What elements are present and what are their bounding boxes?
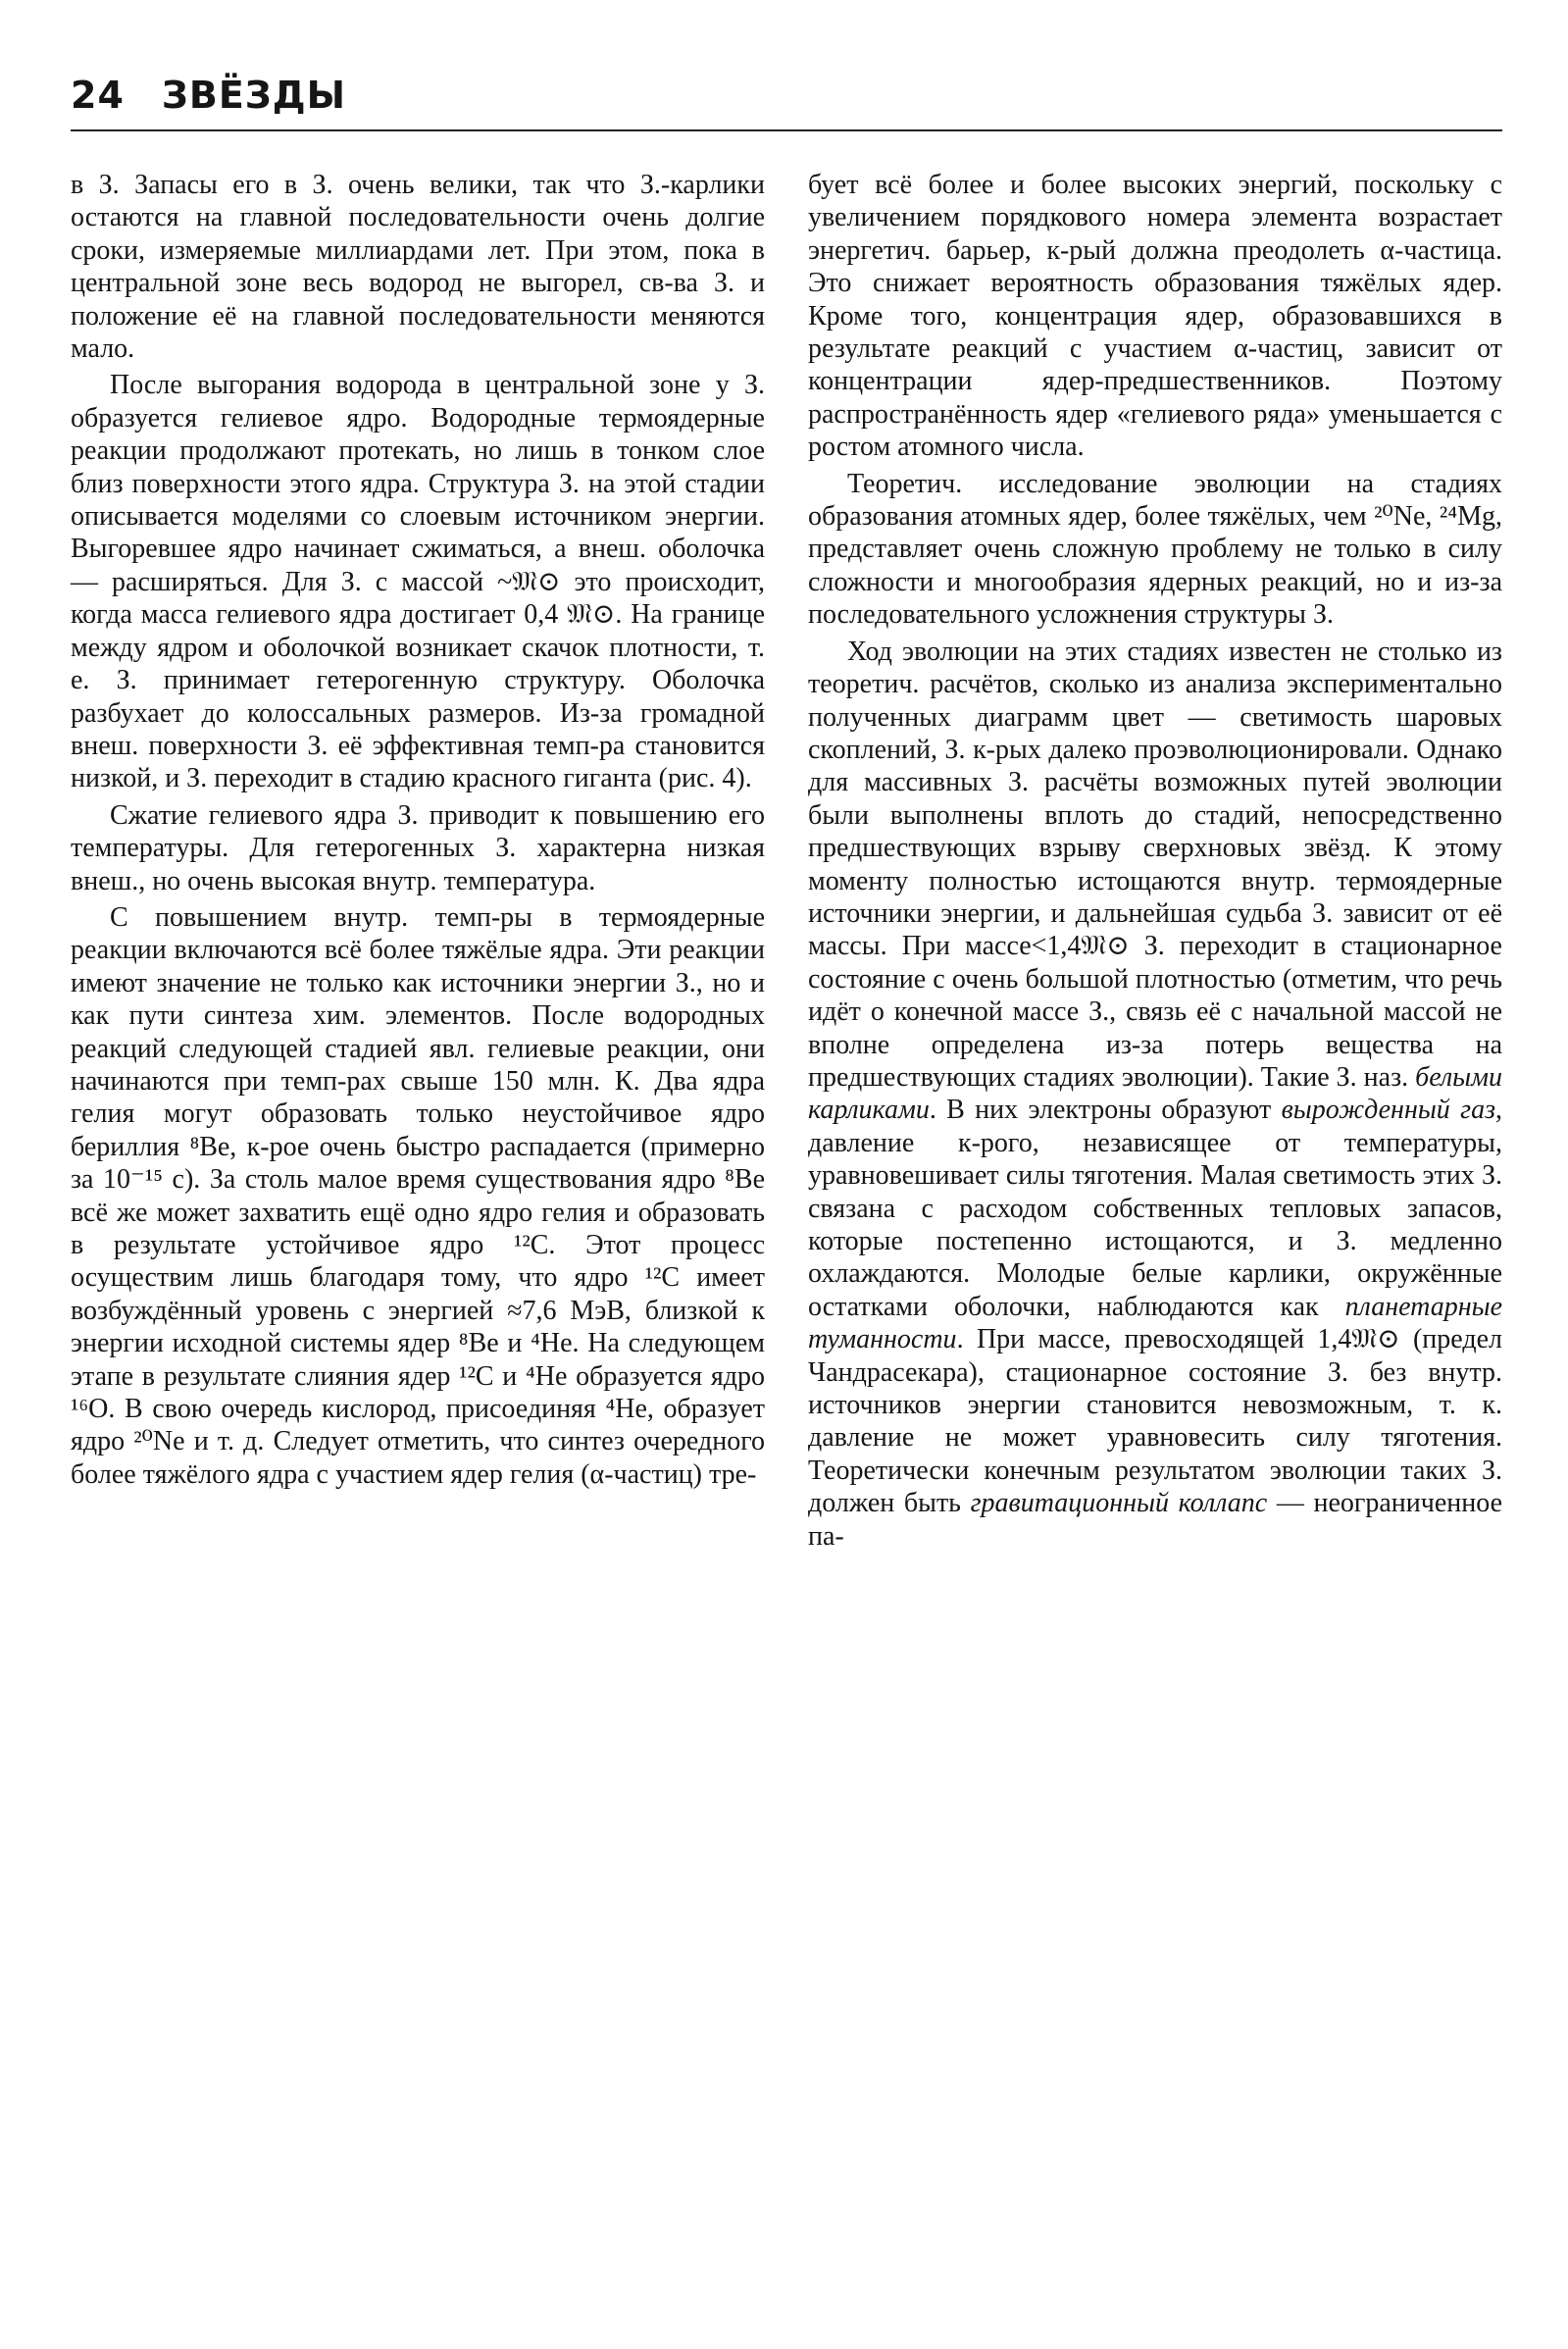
paragraph-heavy-nuclei: С повышением внутр. темп-ры в термоядерные реакции включаются всё более тяжёлые ядра. Эти реакции имеют значение не только как источники энергии З., но и как пути синтеза хим. элементов. После водородных реакций следующей стадией явл. гелиевые реакции, они начинаются при темп-рах свыше 150 млн. К. Два ядра гелия могут образовать только неустойчивое ядро бериллия ⁸Be, к-рое очень быстро распадается (примерно за 10⁻¹⁵ с). За столь малое время существования ядро ⁸Be всё же может захватить ещё одно ядро гелия и образовать в результате устойчивое ядро ¹²C. Этот процесс осуществим лишь благодаря тому, что ядро ¹²C имеет возбуждённый уровень с энергией ≈7,6 МэВ, близкой к энергии исходной системы ядер ⁸Be и ⁴He. На следующем этапе в результате слияния ядер ¹²C и ⁴He образуется ядро ¹⁶O. В свою очередь кислород, присоединяя ⁴He, образует ядро ²⁰Ne и т. д. Следует отметить, что синтез очередного более тяжёлого ядра с участием ядер гелия (α-частиц) тре- (71, 901, 765, 1490)
paragraph-continuation: в З. Запасы его в З. очень велики, так что З.-карлики остаются на главной последовательности очень долгие сроки, измеряемые миллиардами лет. При этом, пока в центральной зоне весь водород не выгорел, св-ва З. и положение её на главной последовательности меняются мало. (71, 170, 765, 365)
paragraph-energy-barrier: бует всё более и более высоких энергий, поскольку с увеличением порядкового номера элемента возрастает энергетич. барьер, к-рый должна преодолеть α-частица. Это снижает вероятность образования тяжёлых ядер. Кроме того, концентрация ядер, образовавшихся в результате реакций с участием α-частиц, зависит от концентрации ядер-предшественников. Поэтому распространённость ядер «гелиевого ряда» уменьшается с ростом атомного числа. (808, 170, 1502, 463)
right-column (808, 169, 1502, 1553)
paragraph-evolution-course (808, 636, 1502, 1553)
term-planetary-nebulae: планетарные туманности (808, 1291, 1503, 1355)
article-body (71, 169, 1502, 2326)
running-title: ЗВЁЗДЫ (161, 74, 347, 117)
term-degenerate-gas: вырожденный газ (1281, 1095, 1495, 1126)
text-segment: — неограниченное па- (808, 1488, 1503, 1552)
text-segment: . В них электроны образуют (929, 1095, 1272, 1126)
page-number: 24 (71, 74, 125, 117)
paragraph-theoretical-study: Теоретич. исследование эволюции на стадиях образования атомных ядер, более тяжёлых, чем ²⁰Ne, ²⁴Mg, представляет очень сложную проблему не только в силу сложности и многообразия ядерных реакций, но и из-за последовательного усложнения структуры З. (808, 468, 1502, 631)
text-segment: Ход эволюции на этих стадиях известен не столько из теоретич. расчётов, сколько из анализа экспериментально полученных диаграмм цвет — светимость шаровых скоплений, З. к-рых далеко проэволюционировали. Однако для массивных З. расчёты возможных путей эволюции были выполнены вплоть до стадий, непосредственно предшествующих взрыву сверхновых звёзд. К этому моменту полностью истощаются внутр. термоядерные источники энергии, и дальнейшая судьба З. зависит от её массы. При массе<1,4𝔐⊙ З. переходит в стационарное состояние с очень большой плотностью (отметим, что речь идёт о конечной массе З., связь её с начальной массой не вполне определена из-за потерь вещества на предшествующих стадиях эволюции). Такие З. наз. (808, 636, 1502, 1093)
paragraph-helium-core: После выгорания водорода в центральной зоне у З. образуется гелиевое ядро. Водородные термоядерные реакции продолжают протекать, но лишь в тонком слое близ поверхности этого ядра. Структура З. на этой стадии описывается моделями со слоевым источником энергии. Выгоревшее ядро начинает сжиматься, а внеш. оболочка — расширяться. Для З. с массой ~𝔐⊙ это происходит, когда масса гелиевого ядра достигает 0,4 𝔐⊙. На границе между ядром и оболочкой возникает скачок плотности, т. е. З. принимает гетерогенную структуру. Оболочка разбухает до колоссальных размеров. Из-за громадной внеш. поверхности З. её эффективная темп-ра становится низкой, и З. переходит в стадию красного гиганта (рис. 4). (71, 370, 765, 794)
text-segment: , давление к-рого, независящее от температуры, уравновешивает силы тяготения. Малая светимость этих З. связана с расходом собственных тепловых запасов, которые постепенно истощаются, и З. медленно охлаждаются. Молодые белые карлики, окружённые остатками оболочки, наблюдаются как (808, 1095, 1502, 1322)
left-column (71, 169, 765, 1491)
paragraph-core-compression: Сжатие гелиевого ядра З. приводит к повышению его температуры. Для гетерогенных З. характерна низкая внеш., но очень высокая внутр. температура. (71, 799, 765, 896)
term-gravitational-collapse: гравитационный коллапс (970, 1488, 1268, 1519)
header-rule (71, 129, 1502, 131)
text-segment: . При массе, превосходящей 1,4𝔐⊙ (предел Чандрасекара), стационарное состояние З. без внутр. источников энергии становится невозможным, т. к. давление не может уравновесить силу тяготения. Теоретически конечным результатом эволюции таких З. должен быть (808, 1324, 1502, 1519)
term-white-dwarfs: белыми карликами (808, 1061, 1503, 1126)
page-header (71, 57, 1502, 126)
